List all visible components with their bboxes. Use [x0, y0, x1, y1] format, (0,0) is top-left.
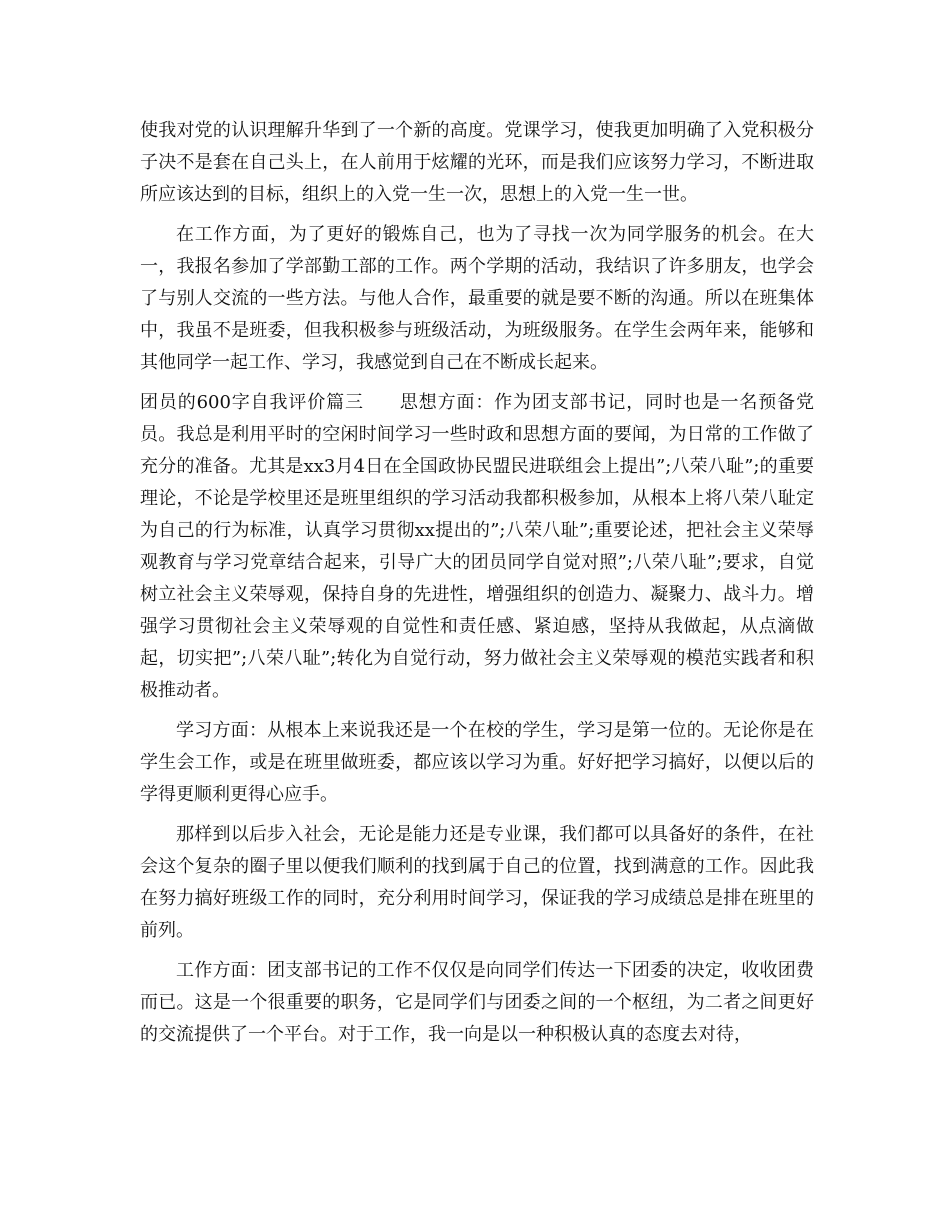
- section-heading: 团员的600字自我评价篇三: [140, 392, 364, 413]
- paragraph-work-experience: 在工作方面，为了更好的锻炼自己，也为了寻找一次为同学服务的机会。在大一，我报名参加了学部勤工部的工作。两个学期的活动，我结识了许多朋友，也学会了与别人交流的一些方法。与他人合作，最重要的就是要不断的沟通。所以在班集体中，我虽不是班委，但我积极参与班级活动，为班级服务。在学生会两年来，能够和其他同学一起工作、学习，我感觉到自己在不断成长起来。: [140, 224, 814, 373]
- paragraph-future-society: 那样到以后步入社会，无论是能力还是专业课，我们都可以具备好的条件，在社会这个复杂的圈子里以便我们顺利的找到属于自己的位置，找到满意的工作。因此我在努力搞好班级工作的同时，充分利用时间学习，保证我的学习成绩总是排在班里的前列。: [140, 824, 814, 941]
- paragraph-thought-section: [140, 387, 814, 707]
- document-page: [140, 115, 814, 1059]
- paragraph-work-aspect: 工作方面：团支部书记的工作不仅仅是向同学们传达一下团委的决定，收收团费而已。这是一个很重要的职务，它是同学们与团委之间的一个枢纽，为二者之间更好的交流提供了一个平台。对于工作，我一向是以一种积极认真的态度去对待，: [140, 960, 814, 1045]
- paragraph-party-understanding: 使我对党的认识理解升华到了一个新的高度。党课学习，使我更加明确了入党积极分子决不是套在自己头上，在人前用于炫耀的光环，而是我们应该努力学习，不断进取所应该达到的目标，组织上的入党一生一次，思想上的入党一生一世。: [140, 120, 814, 205]
- paragraph-thought-text: 思想方面：作为团支部书记，同时也是一名预备党员。我总是利用平时的空闲时间学习一些时政和思想方面的要闻，为日常的工作做了充分的准备。尤其是xx3月4日在全国政协民盟民进联组会上提出”;八荣八耻”;的重要理论，不论是学校里还是班里组织的学习活动我都积极参加，从根本上将八荣八耻定为自己的行为标准，认真学习贯彻xx提出的”;八荣八耻”;重要论述，把社会主义荣辱观教育与学习党章结合起来，引导广大的团员同学自觉对照”;八荣八耻”;要求，自觉树立社会主义荣辱观，保持自身的先进性，增强组织的创造力、凝聚力、战斗力。增强学习贯彻社会主义荣辱观的自觉性和责任感、紧迫感，坚持从我做起，从点滴做起，切实把”;八荣八耻”;转化为自觉行动，努力做社会主义荣辱观的模范实践者和积极推动者。: [140, 392, 814, 701]
- paragraph-study-aspect: 学习方面：从根本上来说我还是一个在校的学生，学习是第一位的。无论你是在学生会工作，或是在班里做班委，都应该以学习为重。好好把学习搞好，以便以后的学得更顺利更得心应手。: [140, 720, 814, 805]
